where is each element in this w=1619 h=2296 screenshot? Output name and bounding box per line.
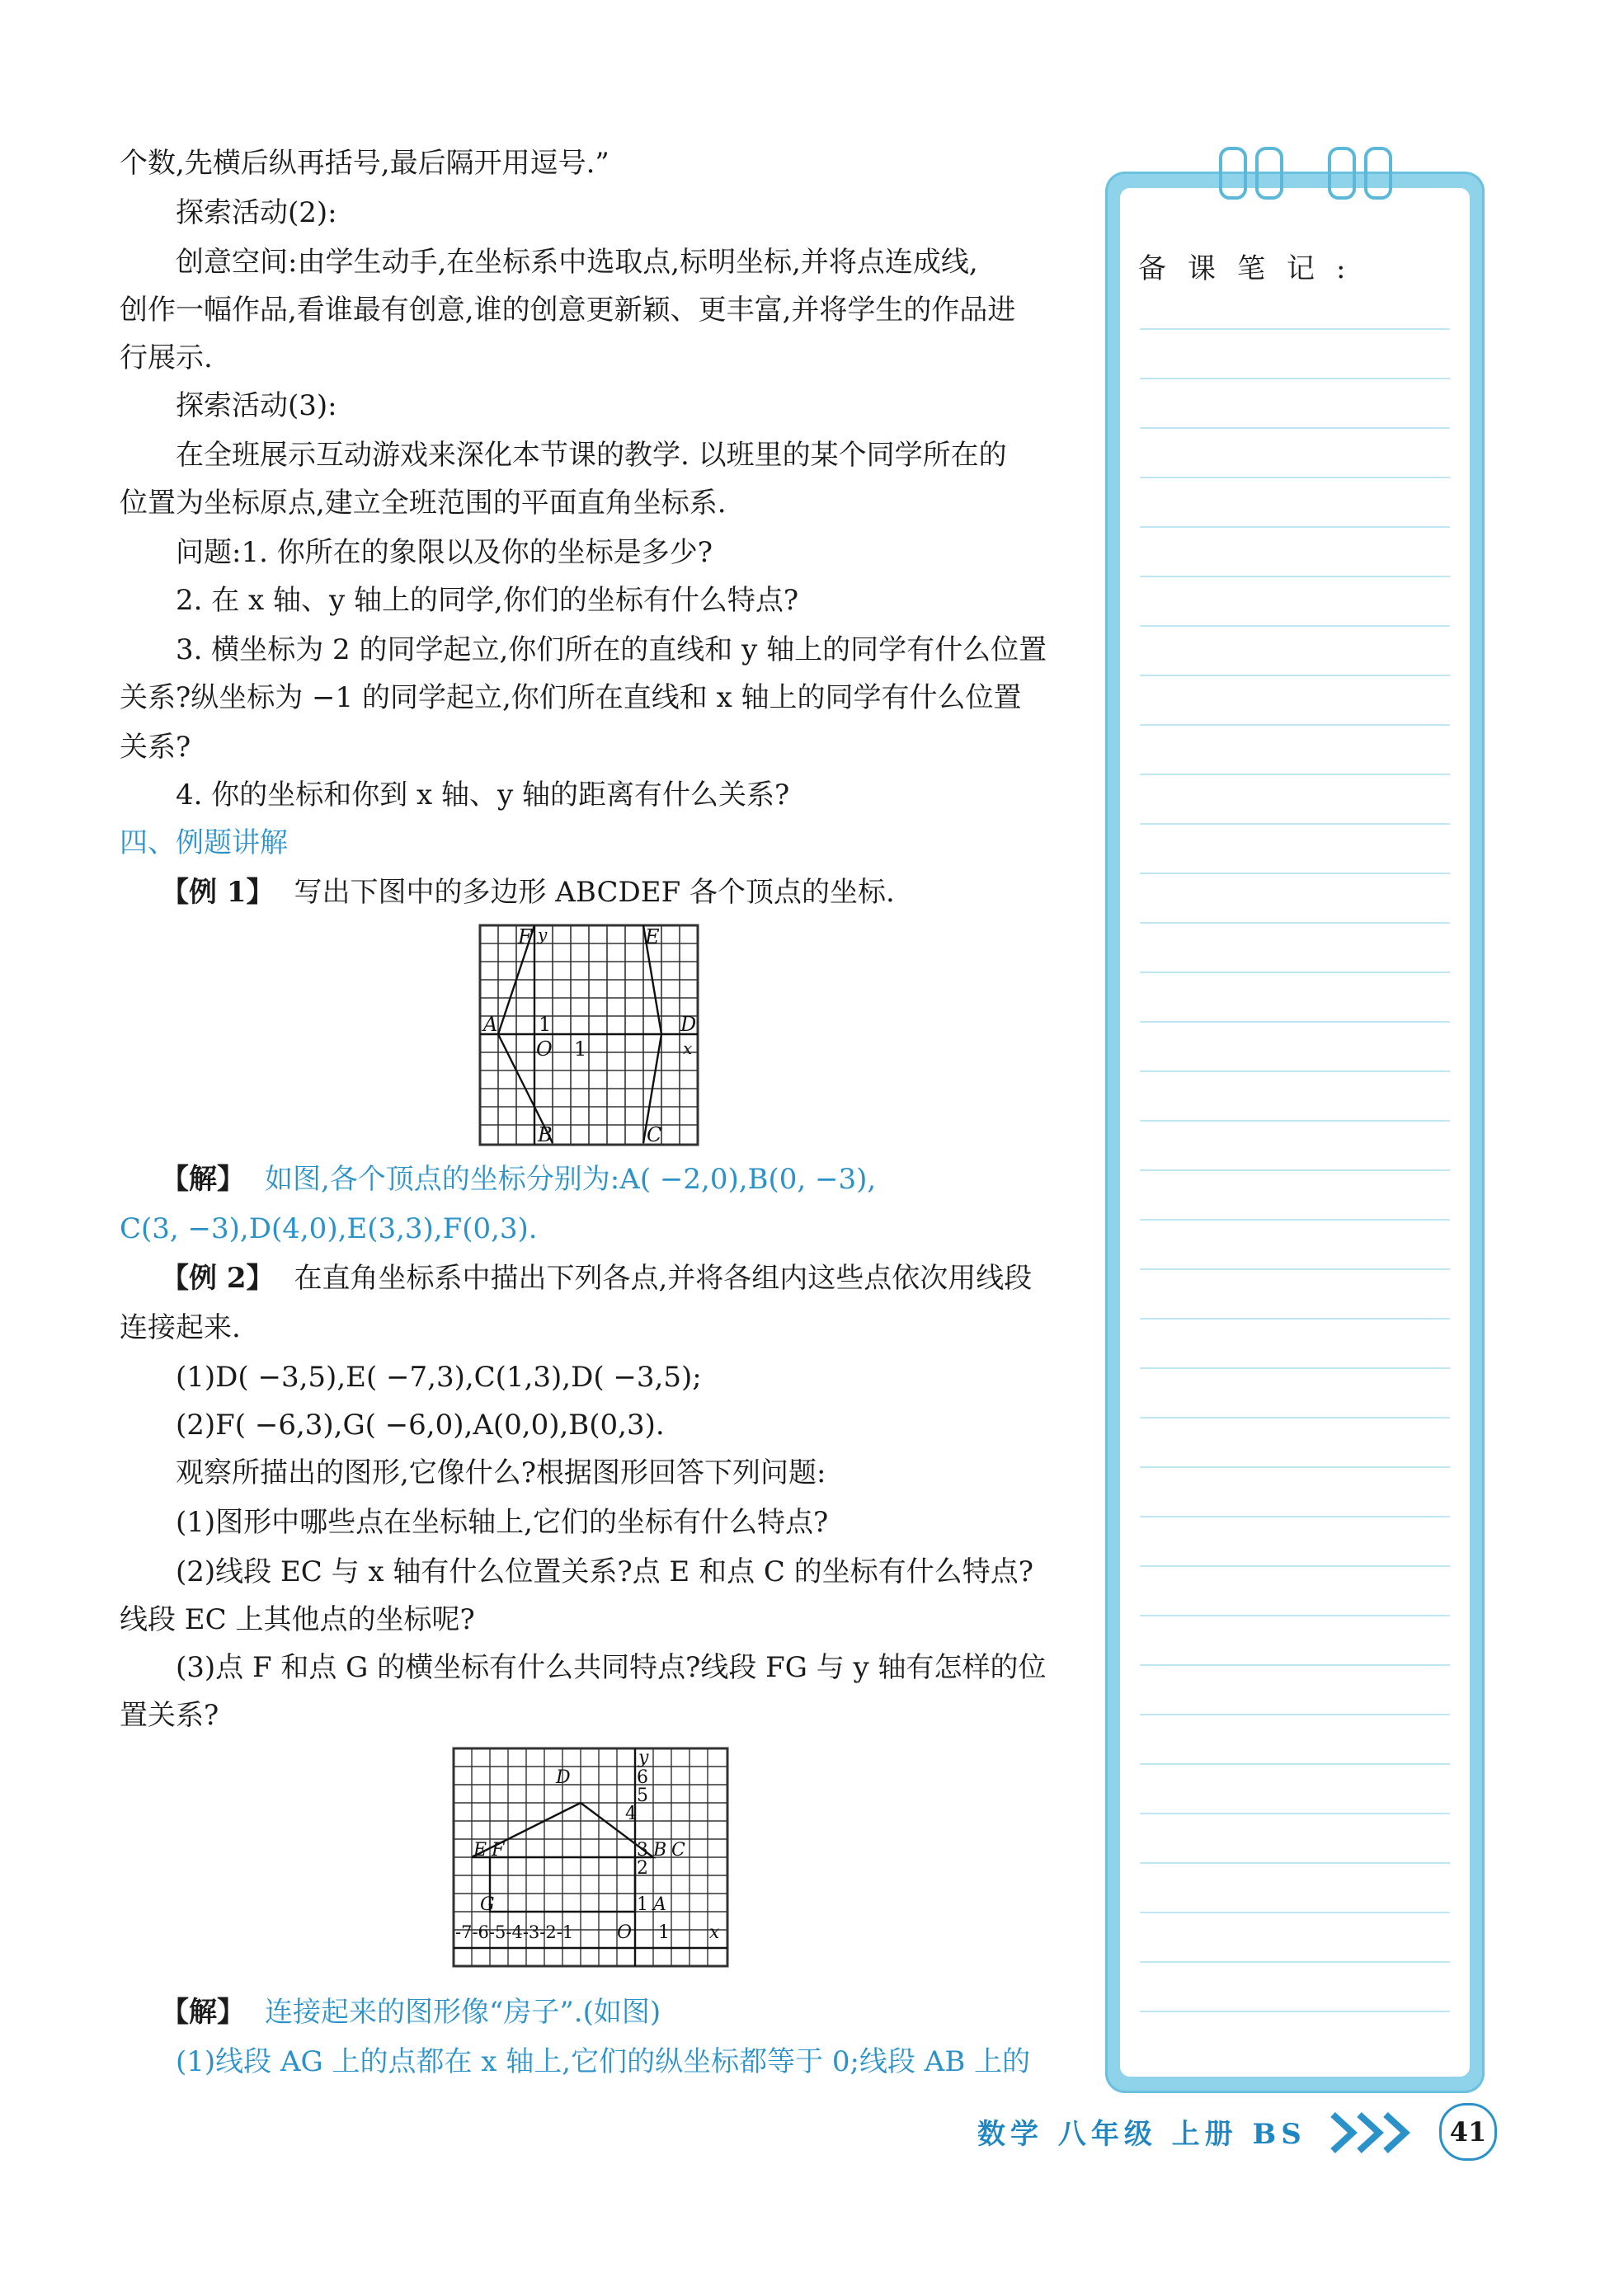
text-line: 线段 EC 上其他点的坐标呢? xyxy=(120,1603,475,1636)
text-line: (2)F( −6,3),G( −6,0),A(0,0),B(0,3). xyxy=(176,1409,665,1442)
notes-paper xyxy=(1120,188,1470,2077)
note-line xyxy=(1140,1912,1450,1913)
solution-2-text: 连接起来的图形像“房子”.(如图) xyxy=(265,1996,661,2029)
note-line xyxy=(1140,427,1450,429)
label-A: A xyxy=(653,1894,666,1915)
tick-5: 5 xyxy=(637,1786,648,1806)
note-line xyxy=(1140,1714,1450,1715)
text-line: 观察所描出的图形,它像什么?根据图形回答下列问题: xyxy=(176,1456,826,1489)
binder-ring-icon xyxy=(1219,147,1247,200)
text-line: (3)点 F 和点 G 的横坐标有什么共同特点?线段 FG 与 y 轴有怎样的位 xyxy=(176,1651,1047,1684)
note-line xyxy=(1140,477,1450,478)
label-E: E xyxy=(473,1840,487,1861)
text-line: (1)图形中哪些点在坐标轴上,它们的坐标有什么特点? xyxy=(176,1506,829,1539)
tick-1: 1 xyxy=(637,1894,648,1915)
solution-2-line-2: (1)线段 AG 上的点都在 x 轴上,它们的纵坐标都等于 0;线段 AB 上的 xyxy=(176,2045,1031,2078)
note-line xyxy=(1140,1813,1450,1814)
label-D: D xyxy=(680,1013,697,1036)
solution-1-line-2: C(3, −3),D(4,0),E(3,3),F(0,3). xyxy=(120,1212,538,1245)
notes-panel xyxy=(1105,172,1485,2093)
text-line: 连接起来. xyxy=(120,1311,241,1344)
note-line xyxy=(1140,526,1450,528)
note-line xyxy=(1140,1466,1450,1468)
label-O: O xyxy=(536,1037,553,1061)
tick-x1: 1 xyxy=(658,1922,670,1943)
note-line xyxy=(1140,1961,1450,1963)
figure-1-grid xyxy=(478,924,701,1148)
text-line: 问题:1. 你所在的象限以及你的坐标是多少? xyxy=(176,536,713,569)
note-line xyxy=(1140,1516,1450,1517)
text-line: (1)D( −3,5),E( −7,3),C(1,3),D( −3,5); xyxy=(176,1361,702,1394)
note-line xyxy=(1140,1367,1450,1369)
chevrons-icon xyxy=(1328,2108,1435,2157)
note-line xyxy=(1140,1070,1450,1072)
text-line: 探索活动(3): xyxy=(176,389,337,422)
section-title: 四、例题讲解 xyxy=(120,826,288,859)
label-y: y xyxy=(638,1748,649,1768)
text-line: 个数,先横后纵再括号,最后隔开用逗号.” xyxy=(120,147,609,180)
note-line xyxy=(1140,625,1450,627)
text-line: 位置为坐标原点,建立全班范围的平面直角坐标系. xyxy=(120,487,727,520)
example-2-label: 【例 2】 xyxy=(161,1262,275,1295)
binder-ring-icon xyxy=(1255,147,1283,200)
label-x: x xyxy=(683,1038,693,1058)
binder-ring-icon xyxy=(1328,147,1356,200)
tick-6: 6 xyxy=(637,1767,648,1788)
text-line: 置关系? xyxy=(120,1699,219,1732)
note-line xyxy=(1140,823,1450,825)
text-line: 在全班展示互动游戏来深化本节课的教学. 以班里的某个同学所在的 xyxy=(176,439,1007,472)
note-line xyxy=(1140,1565,1450,1567)
solution-label: 【解】 xyxy=(161,1163,245,1196)
example-2-text: 在直角坐标系中描出下列各点,并将各组内这些点依次用线段 xyxy=(294,1262,1033,1295)
notes-title: 备课笔记: xyxy=(1138,252,1367,285)
note-line xyxy=(1140,1763,1450,1765)
text-line: 探索活动(2): xyxy=(176,196,337,229)
text-line: 3. 横坐标为 2 的同学起立,你们所在的直线和 y 轴上的同学有什么位置 xyxy=(176,633,1047,666)
label-y: y xyxy=(538,925,548,944)
label-O: O xyxy=(617,1922,633,1943)
note-line xyxy=(1140,1120,1450,1122)
tick-2: 2 xyxy=(637,1858,648,1879)
binder-ring-icon xyxy=(1364,147,1392,200)
note-line xyxy=(1140,1219,1450,1221)
note-line xyxy=(1140,1615,1450,1616)
note-line xyxy=(1140,328,1450,330)
note-line xyxy=(1140,2011,1450,2012)
note-line xyxy=(1140,576,1450,577)
label-one-y: 1 xyxy=(539,1013,552,1036)
page-number: 41 xyxy=(1439,2103,1497,2161)
label-C: C xyxy=(671,1840,685,1861)
note-line xyxy=(1140,873,1450,874)
example-1-label: 【例 1】 xyxy=(161,876,275,909)
text-line: 行展示. xyxy=(120,341,213,374)
figure-2-grid xyxy=(452,1747,732,1969)
label-one-x: 1 xyxy=(574,1037,587,1061)
example-label xyxy=(161,871,895,914)
note-line xyxy=(1140,1021,1450,1023)
solution-label: 【解】 xyxy=(161,1996,245,2029)
text-line: 创意空间:由学生动手,在坐标系中选取点,标明坐标,并将点连成线, xyxy=(176,246,978,279)
text-line: 4. 你的坐标和你到 x 轴、y 轴的距离有什么关系? xyxy=(176,779,790,812)
note-line xyxy=(1140,1664,1450,1666)
text-line: 关系? xyxy=(120,731,191,764)
note-line xyxy=(1140,1268,1450,1270)
label-x: x xyxy=(709,1922,720,1943)
footer-text: 数学 八年级 上册 BS xyxy=(977,2118,1306,2151)
label-D: D xyxy=(556,1767,571,1788)
note-line xyxy=(1140,972,1450,973)
label-F: F xyxy=(492,1840,505,1861)
label-G: G xyxy=(480,1894,495,1915)
label-F: F xyxy=(518,925,532,948)
x-ticks: -7-6-5-4-3-2-1 xyxy=(455,1922,574,1942)
text-line: 2. 在 x 轴、y 轴上的同学,你们的坐标有什么特点? xyxy=(176,584,799,617)
note-line xyxy=(1140,1862,1450,1864)
text-line: 关系?纵坐标为 −1 的同学起立,你们所在直线和 x 轴上的同学有什么位置 xyxy=(120,681,1022,714)
example-1-text: 写出下图中的多边形 ABCDEF 各个顶点的坐标. xyxy=(294,876,895,909)
label-B: B xyxy=(653,1840,667,1861)
text-line: (2)线段 EC 与 x 轴有什么位置关系?点 E 和点 C 的坐标有什么特点? xyxy=(176,1555,1033,1588)
note-line xyxy=(1140,774,1450,775)
solution-1-line-1 xyxy=(161,1158,876,1201)
note-line xyxy=(1140,1318,1450,1320)
label-E: E xyxy=(645,925,660,948)
text-line: 创作一幅作品,看谁最有创意,谁的创意更新颖、更丰富,并将学生的作品进 xyxy=(120,294,1016,327)
note-line xyxy=(1140,1169,1450,1171)
label-C: C xyxy=(647,1123,662,1146)
solution-1-text: 如图,各个顶点的坐标分别为:A( −2,0),B(0, −3), xyxy=(265,1163,877,1196)
tick-3: 3 xyxy=(637,1840,648,1861)
note-line xyxy=(1140,1417,1450,1419)
example-2-line xyxy=(161,1257,1032,1300)
note-line xyxy=(1140,922,1450,924)
note-line xyxy=(1140,378,1450,379)
label-B: B xyxy=(538,1123,553,1146)
note-line xyxy=(1140,724,1450,726)
label-A: A xyxy=(483,1013,498,1036)
solution-2-line-1 xyxy=(161,1991,661,2034)
tick-4: 4 xyxy=(625,1804,637,1824)
note-line xyxy=(1140,675,1450,676)
